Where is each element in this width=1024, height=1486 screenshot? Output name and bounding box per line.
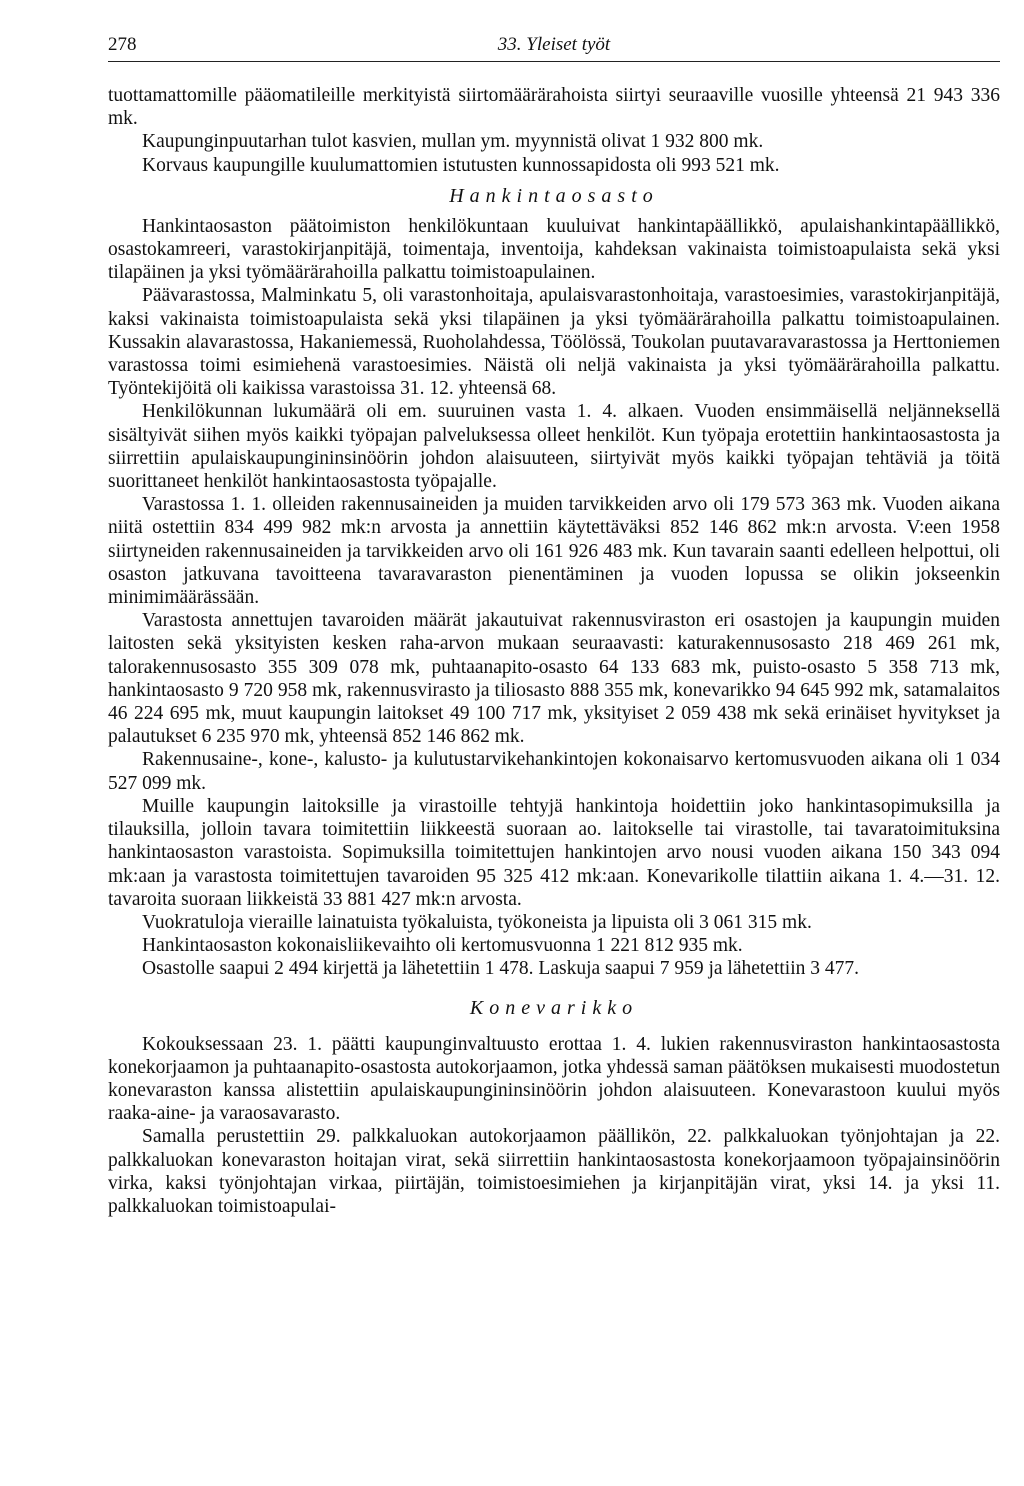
paragraph: Hankintaosaston kokonaisliikevaihto oli kertomusvuonna 1 221 812 935 mk.	[142, 935, 743, 957]
paragraph: Kokouksessaan 23. 1. päätti kaupunginvaltuusto erottaa 1. 4. lukien rakennusviraston hankintaosastosta konekorjaamon ja puhtaanapito-osastosta autokorjaamon, jotka yhdessä saman päätöksen mukaisesti muodostetun konevaraston kanssa alistettiin apulaiskaupungininsinöörin johdon alaisuuteen. Konevarastoon kuului myös raaka-aine- ja varaosavarasto.	[108, 1033, 1000, 1125]
paragraph: Muille kaupungin laitoksille ja virastoille tehtyjä hankintoja hoidettiin joko hankintasopimuksilla ja tilauksilla, jolloin tavara toimitettiin liikkeestä suoraan ao. laitokselle tai virastolle, tai tavaratoimituksina hankintaosaston varastoista. Sopimuksilla toimitettujen hankintojen arvo nousi vuoden aikana 150 343 094 mk:aan ja varastosta toimitettujen tavaroiden 95 325 412 mk:aan. Konevarikolle tilattiin aikana 1. 4.—31. 12. tavaroita suoraan liikkeistä 33 881 427 mk:n arvosta.	[108, 795, 1000, 910]
page-number: 278	[108, 34, 137, 55]
paragraph: Samalla perustettiin 29. palkkaluokan autokorjaamon päällikön, 22. palkkaluokan työnjohtajan ja 22. palkkaluokan konevaraston hoitajan virat, sekä siirrettiin hankintaosastosta konekorjaamoon työpajainsinöörin virka, kaksi työnjohtajan virkaa, piirtäjän, toimistoesimiehen ja kirjanpitäjän virat, yksi 14. ja yksi 11. palkkaluokan toimistoapulai-	[108, 1126, 1000, 1217]
body-text	[108, 84, 1000, 1218]
paragraph: Varastosta annettujen tavaroiden määrät jakautuivat rakennusviraston eri osastojen ja kaupungin muiden laitosten sekä yksityisten kesken raha-arvon mukaan seuraavasti: katurakennusosasto 218 469 261 mk, talorakennusosasto 355 309 078 mk, puhtaanapito-osasto 64 133 683 mk, puisto-osasto 5 358 713 mk, hankintaosasto 9 720 958 mk, rakennusvirasto ja tiliosasto 888 355 mk, konevarikko 94 645 992 mk, satamalaitos 46 224 695 mk, muut kaupungin laitokset 49 100 717 mk, yksityiset 2 059 438 mk sekä erinäiset hyvitykset ja palautukset 6 235 970 mk, yhteensä 852 146 862 mk.	[108, 610, 1000, 748]
paragraph-intro: Kaupunginpuutarhan tulot kasvien, mullan ym. myynnistä olivat 1 932 800 mk.	[142, 131, 764, 153]
paragraph: Rakennusaine-, kone-, kalusto- ja kulutustarvikehankintojen kokonaisarvo kertomusvuoden aikana oli 1 034 527 099 mk.	[108, 749, 1000, 794]
section-heading-konevarikko: Konevarikko	[469, 996, 639, 1019]
document-page	[108, 30, 1000, 1218]
paragraph: Varastossa 1. 1. olleiden rakennusaineiden ja muiden tarvikkeiden arvo oli 179 573 363 mk. Vuoden aikana niitä ostettiin 834 499 982 mk:n arvosta ja annettiin käytettäväksi 852 146 862 mk:n arvosta. V:een 1958 siirtyneiden rakennusaineiden ja tarvikkeiden arvo oli 161 926 483 mk. Kun tavarain saanti edelleen helpottui, oli osaston jatkuvana tavoitteena tavaravaraston pienentäminen ja vuoden lopussa se olikin jokseenkin minimimäärässään.	[108, 494, 1000, 609]
paragraph-intro: Korvaus kaupungille kuulumattomien istutusten kunnossapidosta oli 993 521 mk.	[142, 154, 780, 176]
running-header	[108, 30, 1000, 60]
paragraph: Vuokratuloja vieraille lainatuista työkaluista, työkoneista ja lipuista oli 3 061 315 mk.	[142, 911, 812, 933]
paragraph: Osastolle saapui 2 494 kirjettä ja lähetettiin 1 478. Laskuja saapui 7 959 ja lähetettiin 3 477.	[142, 958, 859, 980]
paragraph: Hankintaosaston päätoimiston henkilökuntaan kuuluivat hankintapäällikkö, apulaishankintapäällikkö, osastokamreeri, varastokirjanpitäjä, toimentaja, inventoija, kahdeksan vakinaista toimistoapulaista sekä yksi tilapäinen ja yksi työmäärärahoilla palkattu toimistoapulainen.	[108, 215, 1000, 284]
running-title: 33. Yleiset työt	[497, 34, 611, 55]
header-rule	[108, 61, 1000, 62]
section-heading-hankintaosasto: Hankintaosasto	[449, 184, 659, 207]
paragraph: Henkilökunnan lukumäärä oli em. suuruinen vasta 1. 4. alkaen. Vuoden ensimmäisellä neljänneksellä sisältyivät siihen myös kaikki työpajan palveluksessa olleet henkilöt. Kun työpaja erotettiin hankintaosastosta ja siirrettiin apulaiskaupungininsinöörin johdon alaisuuteen, siirtyivät myös kaikki työpajan tehtäviä ja töitä suorittaneet henkilöt hankintaosastosta työpajalle.	[108, 401, 1000, 493]
paragraph: Päävarastossa, Malminkatu 5, oli varastonhoitaja, apulaisvarastonhoitaja, varastoesimies, varastokirjanpitäjä, kaksi vakinaista toimistoapulaista sekä yksi tilapäinen ja yksi työmäärärahoilla palkattu toimistoapulainen. Kussakin alavarastossa, Hakaniemessä, Ruoholahdessa, Töölössä, Toukolan puutavaravarastossa ja Herttoniemen varastossa toimi esimiehenä varastoesimies. Näistä oli neljä vakinaista ja yksi työmäärärahoilla palkattu. Työntekijöitä oli kaikissa varastoissa 31. 12. yhteensä 68.	[108, 285, 1000, 400]
paragraph-intro-continuation: tuottamattomille pääomatileille merkityistä siirtomäärärahoista siirtyi seuraaville vuosille yhteensä 21 943 336 mk.	[108, 85, 1000, 130]
